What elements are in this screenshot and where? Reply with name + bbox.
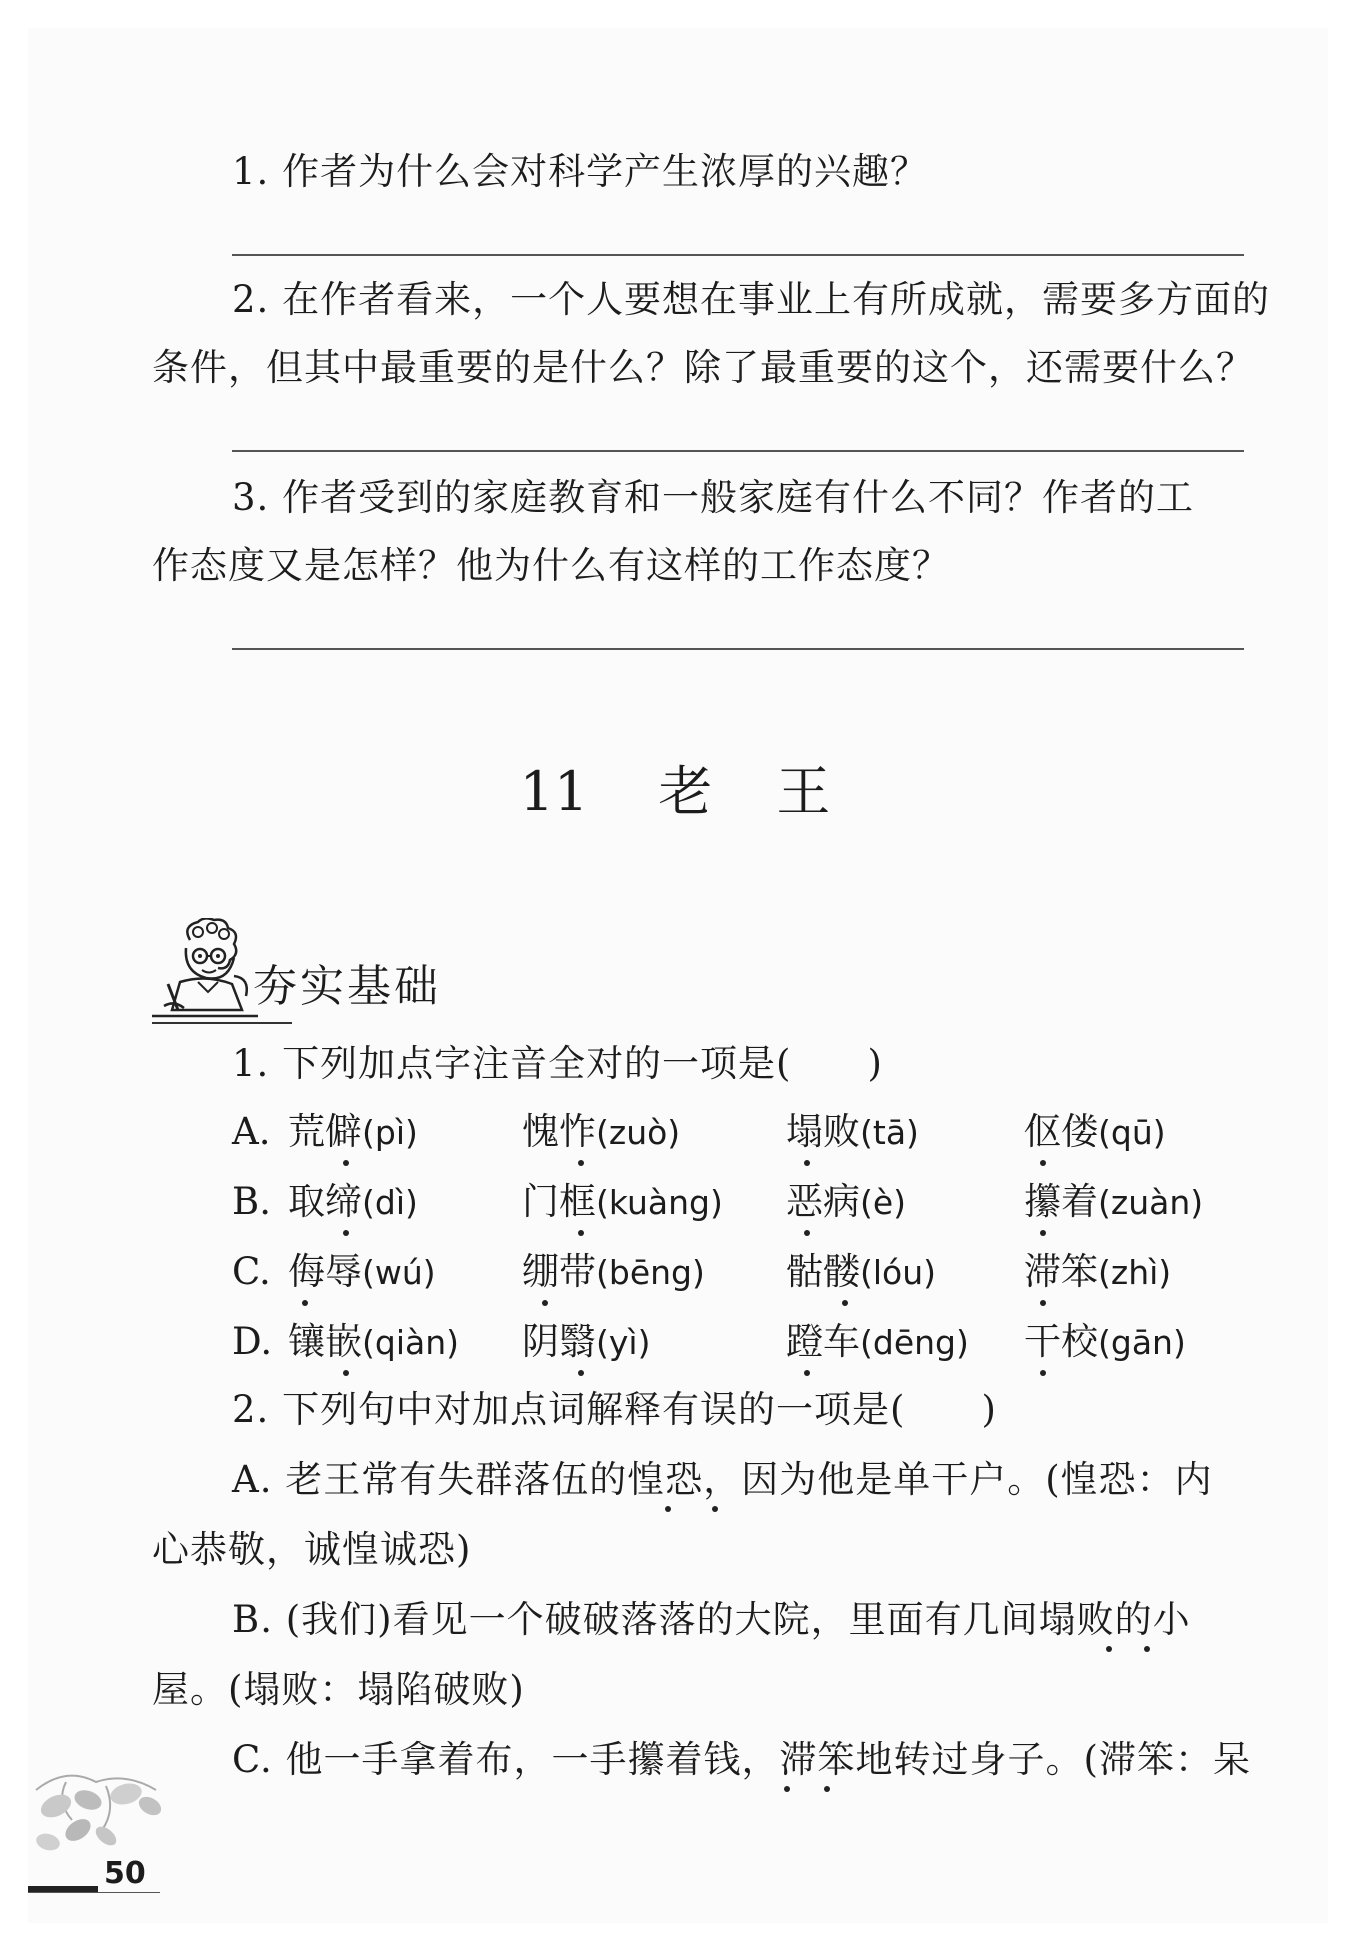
- question-2-option-b-line-2: 屋。(塌败：塌陷破败): [152, 1668, 525, 1711]
- answer-line: [232, 254, 1244, 256]
- option-word: 滞笨: [1024, 1250, 1098, 1293]
- option-pinyin: (bēng): [596, 1253, 705, 1292]
- option-word: 蹬车: [786, 1320, 860, 1363]
- option-pinyin: (pì): [362, 1113, 418, 1152]
- option-pinyin: (dì): [362, 1183, 418, 1222]
- lesson-number: 11: [519, 760, 589, 823]
- question-2-stem: 2. 下列句中对加点词解释有误的一项是( ): [232, 1388, 997, 1431]
- emphasis-dot: [842, 1300, 848, 1306]
- option-pinyin: (zuò): [596, 1113, 681, 1152]
- emphasis-dot: [343, 1230, 349, 1236]
- page-number: 50: [104, 1856, 146, 1891]
- option-item: [786, 1318, 969, 1367]
- option-word: 干校: [1024, 1320, 1098, 1363]
- option-word: 阴翳: [522, 1320, 596, 1363]
- option-pinyin: (qū): [1098, 1113, 1166, 1152]
- option-item: [522, 1178, 723, 1227]
- emphasis-dot: [343, 1370, 349, 1376]
- option-pinyin: (zhì): [1098, 1253, 1172, 1292]
- option-letter: B.: [232, 1180, 271, 1223]
- question-2-option-a-line-2: 心恭敬，诚惶诚恐): [152, 1528, 472, 1571]
- option-word: 镶嵌: [288, 1320, 362, 1363]
- emphasis-dot: [784, 1786, 790, 1792]
- emphasis-dot: [578, 1370, 584, 1376]
- option-item: [1024, 1318, 1186, 1367]
- answer-line: [232, 648, 1244, 650]
- option-item: [786, 1108, 919, 1157]
- review-question-2-line-1: 2. 在作者看来，一个人要想在事业上有所成就，需要多方面的: [232, 278, 1271, 321]
- option-item: [522, 1318, 650, 1367]
- option-pinyin: (gān): [1098, 1323, 1186, 1362]
- emphasis-dot: [1106, 1646, 1112, 1652]
- option-item: [288, 1178, 418, 1227]
- question-2-option-a-line-1: A. 老王常有失群落伍的惶恐，因为他是单干户。(惶恐：内: [232, 1458, 1213, 1501]
- option-item: [288, 1318, 459, 1367]
- option-pinyin: (è): [860, 1183, 907, 1222]
- option-item: [1024, 1248, 1171, 1297]
- option-item: [786, 1178, 906, 1227]
- option-letter: A.: [232, 1110, 271, 1153]
- option-pinyin: (tā): [860, 1113, 919, 1152]
- option-word: 骷髅: [786, 1250, 860, 1293]
- option-item: [1024, 1108, 1166, 1157]
- option-pinyin: (qiàn): [362, 1323, 460, 1362]
- emphasis-dot: [804, 1230, 810, 1236]
- section-underline: [152, 1022, 292, 1024]
- teacher-icon: [150, 918, 260, 1024]
- option-word: 荒僻: [288, 1110, 362, 1153]
- answer-line: [232, 450, 1244, 452]
- leaf-decoration-icon: [26, 1760, 176, 1880]
- option-word: 伛偻: [1024, 1110, 1098, 1153]
- review-question-3-line-2: 作态度又是怎样？他为什么有这样的工作态度？: [152, 544, 950, 587]
- option-letter: C.: [232, 1250, 271, 1293]
- lesson-title-char-2: 王: [776, 760, 831, 823]
- emphasis-dot: [665, 1506, 671, 1512]
- option-word: 侮辱: [288, 1250, 362, 1293]
- option-item: [288, 1248, 436, 1297]
- emphasis-dot: [578, 1160, 584, 1166]
- option-word: 绷带: [522, 1250, 596, 1293]
- emphasis-dot: [804, 1160, 810, 1166]
- question-1-stem: 1. 下列加点字注音全对的一项是( ): [232, 1042, 883, 1085]
- review-question-2-line-2: 条件，但其中最重要的是什么？除了最重要的这个，还需要什么？: [152, 346, 1254, 389]
- emphasis-dot: [824, 1786, 830, 1792]
- option-pinyin: (wú): [362, 1253, 436, 1292]
- review-question-1: 1. 作者为什么会对科学产生浓厚的兴趣？: [232, 150, 929, 193]
- option-word: 愧怍: [522, 1110, 596, 1153]
- emphasis-dot: [804, 1370, 810, 1376]
- emphasis-dot: [1040, 1300, 1046, 1306]
- emphasis-dot: [1040, 1230, 1046, 1236]
- option-word: 塌败: [786, 1110, 860, 1153]
- option-letter: D.: [232, 1320, 273, 1363]
- option-word: 攥着: [1024, 1180, 1098, 1223]
- option-pinyin: (zuàn): [1098, 1183, 1204, 1222]
- section-heading: 夯实基础: [253, 961, 441, 1012]
- option-item: [522, 1248, 705, 1297]
- question-2-option-c-line-1: C. 他一手拿着布，一手攥着钱，滞笨地转过身子。(滞笨：呆: [232, 1738, 1251, 1781]
- emphasis-dot: [578, 1230, 584, 1236]
- question-2-option-b-line-1: B. (我们)看见一个破破落落的大院，里面有几间塌败的小: [232, 1598, 1191, 1641]
- option-item: [288, 1108, 418, 1157]
- option-item: [1024, 1178, 1203, 1227]
- emphasis-dot: [712, 1506, 718, 1512]
- option-pinyin: (dēng): [860, 1323, 969, 1362]
- emphasis-dot: [1040, 1370, 1046, 1376]
- option-pinyin: (lóu): [860, 1253, 937, 1292]
- emphasis-dot: [1144, 1646, 1150, 1652]
- option-word: 门框: [522, 1180, 596, 1223]
- option-pinyin: (yì): [596, 1323, 651, 1362]
- option-item: [786, 1248, 936, 1297]
- option-item: [522, 1108, 680, 1157]
- page-number-rule: [28, 1892, 160, 1893]
- option-pinyin: (kuàng): [596, 1183, 723, 1222]
- lesson-title-char-1: 老: [658, 760, 713, 823]
- emphasis-dot: [343, 1160, 349, 1166]
- emphasis-dot: [1040, 1160, 1046, 1166]
- review-question-3-line-1: 3. 作者受到的家庭教育和一般家庭有什么不同？作者的工: [232, 476, 1195, 519]
- emphasis-dot: [542, 1300, 548, 1306]
- option-word: 恶病: [786, 1180, 860, 1223]
- emphasis-dot: [302, 1300, 308, 1306]
- lesson-title: [0, 760, 1350, 824]
- option-word: 取缔: [288, 1180, 362, 1223]
